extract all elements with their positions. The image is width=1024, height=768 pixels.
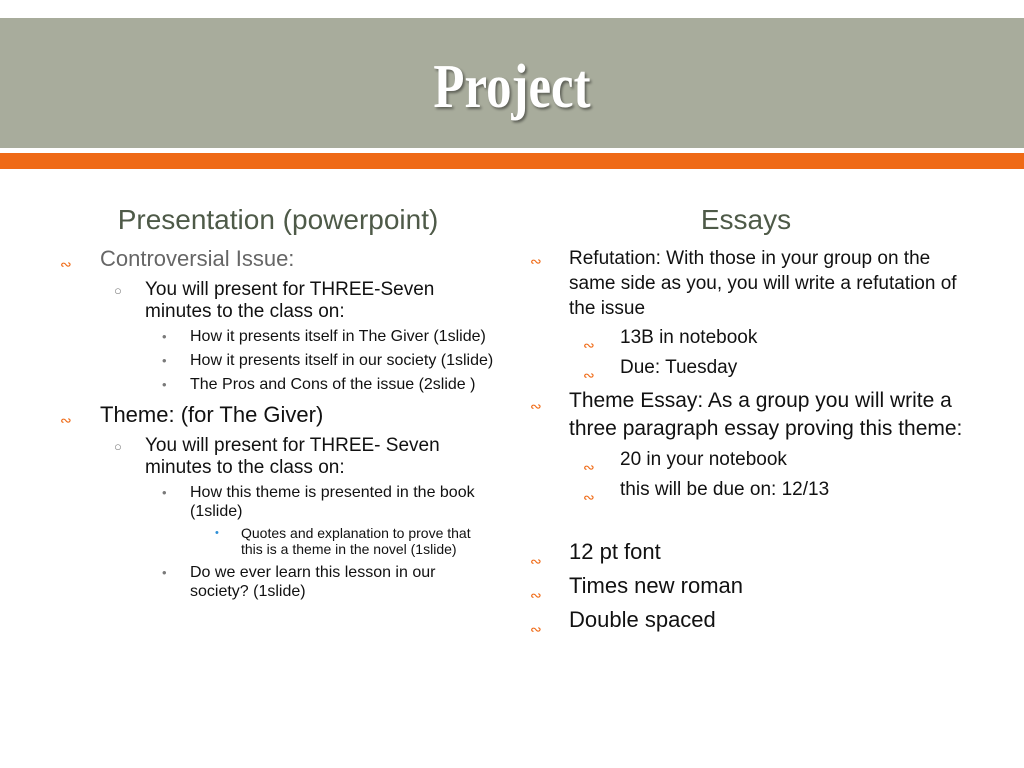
swirl-bullet-icon: ∾ <box>583 367 595 383</box>
sub-bullet <box>530 475 970 505</box>
bullet-text: How this theme is presented in the book (1slide) <box>190 484 475 520</box>
bullet-format <box>530 603 970 637</box>
bullet-theme <box>60 402 496 428</box>
bullet-text: The Pros and Cons of the issue (2slide ) <box>190 376 476 393</box>
bullet-text: 20 in your notebook <box>620 449 787 470</box>
swirl-bullet-icon: ∾ <box>530 398 542 414</box>
bullet-theme-essay <box>530 387 970 443</box>
swirl-bullet-icon: ∾ <box>60 412 72 428</box>
bullet-text: How it presents itself in our society (1slide) <box>190 352 494 369</box>
bullet-text: How it presents itself in The Giver (1slide) <box>190 328 486 345</box>
bullet-text: Refutation: With those in your group on the same side as you, you will write a refutation of the issue <box>569 248 957 319</box>
sub-sub-bullet <box>60 563 496 601</box>
sub-sub-bullet <box>60 327 496 346</box>
sub-bullet <box>530 445 970 475</box>
bullet-text: Do we ever learn this lesson in our society? (1slide) <box>190 564 436 600</box>
circle-bullet-icon: ○ <box>114 283 122 298</box>
dot-bullet-icon: • <box>162 565 167 580</box>
right-column-heading: Essays <box>700 204 792 235</box>
swirl-bullet-icon: ∾ <box>60 256 72 272</box>
swirl-bullet-icon: ∾ <box>530 553 542 569</box>
level4-bullet <box>60 525 496 557</box>
sub-bullet-present <box>60 279 496 323</box>
bullet-format <box>530 535 970 569</box>
dot-bullet-icon: • <box>162 353 167 368</box>
bullet-controversial-issue <box>60 246 496 272</box>
slide-title: Project <box>433 53 591 121</box>
bullet-text: Due: Tuesday <box>620 357 738 378</box>
dot-bullet-icon: • <box>162 485 167 500</box>
bullet-text: 12 pt font <box>569 539 661 564</box>
swirl-bullet-icon: ∾ <box>530 587 542 603</box>
dot-bullet-icon: • <box>162 329 167 344</box>
blue-dot-bullet-icon: • <box>215 527 219 539</box>
bullet-text: Double spaced <box>569 607 716 632</box>
bullet-text: this will be due on: 12/13 <box>620 479 830 500</box>
swirl-bullet-icon: ∾ <box>583 459 595 475</box>
bullet-refutation <box>530 246 970 321</box>
bullet-text: Quotes and explanation to prove that this is a theme in the novel (1slide) <box>241 525 471 557</box>
swirl-bullet-icon: ∾ <box>583 489 595 505</box>
sub-bullet-present <box>60 435 496 479</box>
bullet-text: Theme Essay: As a group you will write a three paragraph essay proving this theme: <box>569 389 963 440</box>
left-column <box>60 246 496 601</box>
right-column <box>530 246 970 637</box>
title-band <box>0 18 1024 148</box>
swirl-bullet-icon: ∾ <box>530 621 542 637</box>
circle-bullet-icon: ○ <box>114 439 122 454</box>
accent-bar <box>0 153 1024 169</box>
sub-bullet <box>530 353 970 383</box>
swirl-bullet-icon: ∾ <box>583 337 595 353</box>
sub-sub-bullet <box>60 375 496 394</box>
bullet-text: 13B in notebook <box>620 327 758 348</box>
bullet-text: You will present for THREE-Seven minutes to the class on: <box>145 279 435 322</box>
sub-sub-bullet <box>60 483 496 521</box>
sub-bullet <box>530 323 970 353</box>
swirl-bullet-icon: ∾ <box>530 253 542 269</box>
bullet-format <box>530 569 970 603</box>
left-column-heading: Presentation (powerpoint) <box>117 204 439 235</box>
sub-sub-bullet <box>60 351 496 370</box>
bullet-text: You will present for THREE- Seven minutes to the class on: <box>145 435 440 478</box>
dot-bullet-icon: • <box>162 377 167 392</box>
bullet-text: Controversial Issue: <box>100 246 295 271</box>
bullet-text: Times new roman <box>569 573 744 598</box>
bullet-text: Theme: (for The Giver) <box>100 402 324 427</box>
